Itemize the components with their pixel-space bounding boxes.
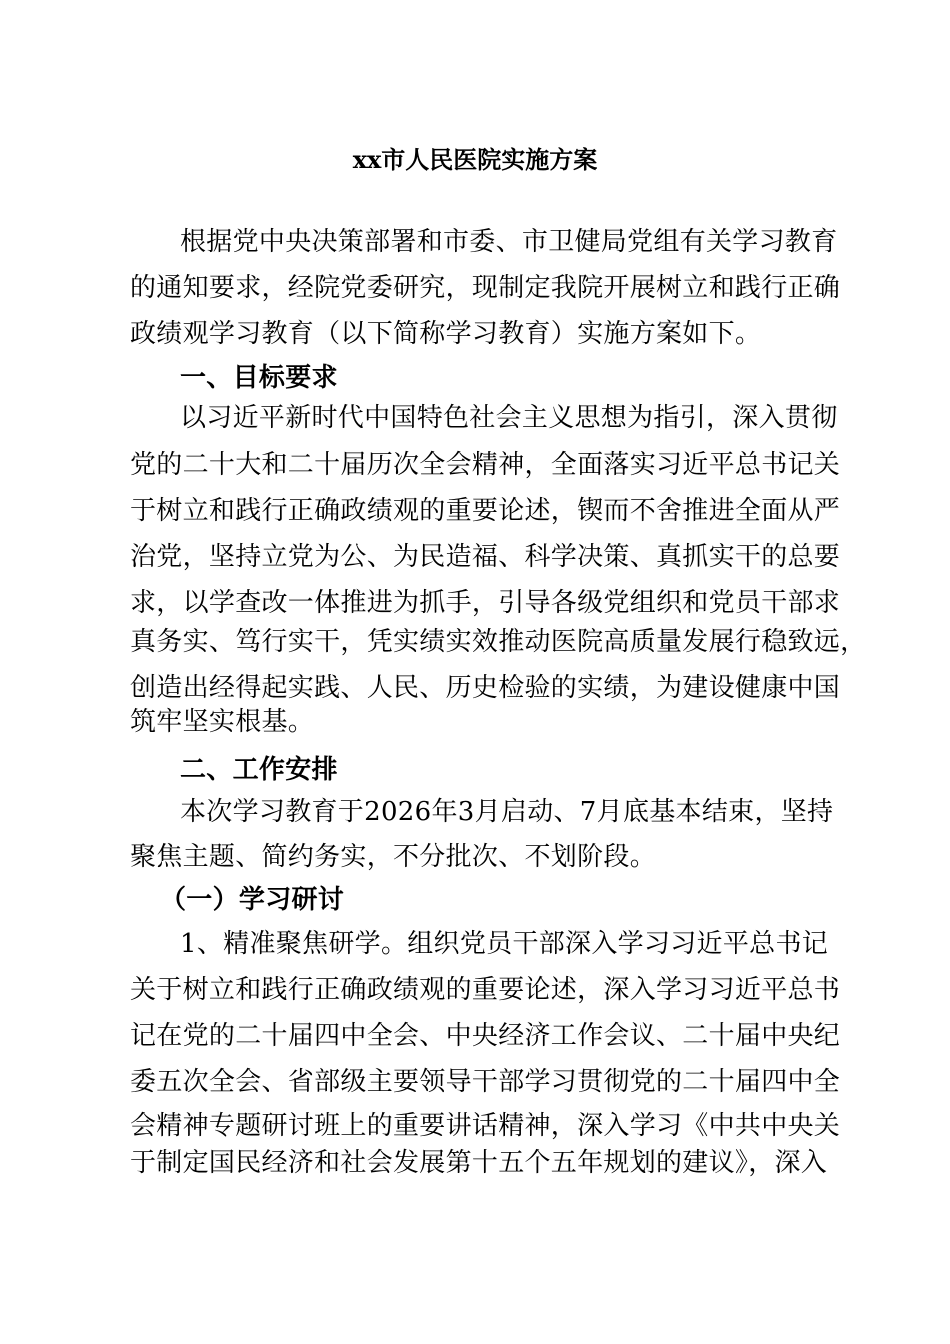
subsection-heading: （一）学习研讨 <box>160 885 345 915</box>
paragraph-line: 委五次全会、省部级主要领导干部学习贯彻党的二十届四中全 <box>130 1067 841 1097</box>
paragraph-line: 党的二十大和二十届历次全会精神，全面落实习近平总书记关 <box>130 450 841 480</box>
section-heading: 一、目标要求 <box>180 363 338 393</box>
paragraph-line: 1、精准聚焦研学。组织党员干部深入学习习近平总书记 <box>180 929 829 959</box>
paragraph-line: 筑牢坚实根基。 <box>130 707 315 737</box>
paragraph-line: 聚焦主题、简约务实，不分批次、不划阶段。 <box>130 842 657 872</box>
paragraph-line: 会精神专题研讨班上的重要讲话精神，深入学习《中共中央关 <box>130 1111 841 1141</box>
paragraph-line: 于制定国民经济和社会发展第十五个五年规划的建议》，深入 <box>130 1148 828 1178</box>
paragraph-line: 创造出经得起实践、人民、历史检验的实绩，为建设健康中国 <box>130 673 841 703</box>
paragraph-line: 的通知要求，经院党委研究，现制定我院开展树立和践行正确 <box>130 273 841 303</box>
section-heading: 二、工作安排 <box>180 755 338 785</box>
paragraph-line: 根据党中央决策部署和市委、市卫健局党组有关学习教育 <box>180 227 838 257</box>
paragraph-line: 政绩观学习教育（以下简称学习教育）实施方案如下。 <box>130 319 762 349</box>
paragraph-line: 求，以学查改一体推进为抓手，引导各级党组织和党员干部求 <box>130 588 841 618</box>
paragraph-line: 治党，坚持立党为公、为民造福、科学决策、真抓实干的总要 <box>130 542 841 572</box>
paragraph-line: 本次学习教育于2026年3月启动、7月底基本结束，坚持 <box>180 797 834 827</box>
paragraph-line: 真务实、笃行实干，凭实绩实效推动医院高质量发展行稳致远， <box>130 627 867 657</box>
document-title: xx市人民医院实施方案 <box>352 145 598 174</box>
paragraph-line: 记在党的二十届四中全会、中央经济工作会议、二十届中央纪 <box>130 1021 841 1051</box>
paragraph-line: 于树立和践行正确政绩观的重要论述，锲而不舍推进全面从严 <box>130 496 841 526</box>
paragraph-line: 关于树立和践行正确政绩观的重要论述，深入学习习近平总书 <box>130 975 841 1005</box>
paragraph-line: 以习近平新时代中国特色社会主义思想为指引，深入贯彻 <box>180 403 838 433</box>
